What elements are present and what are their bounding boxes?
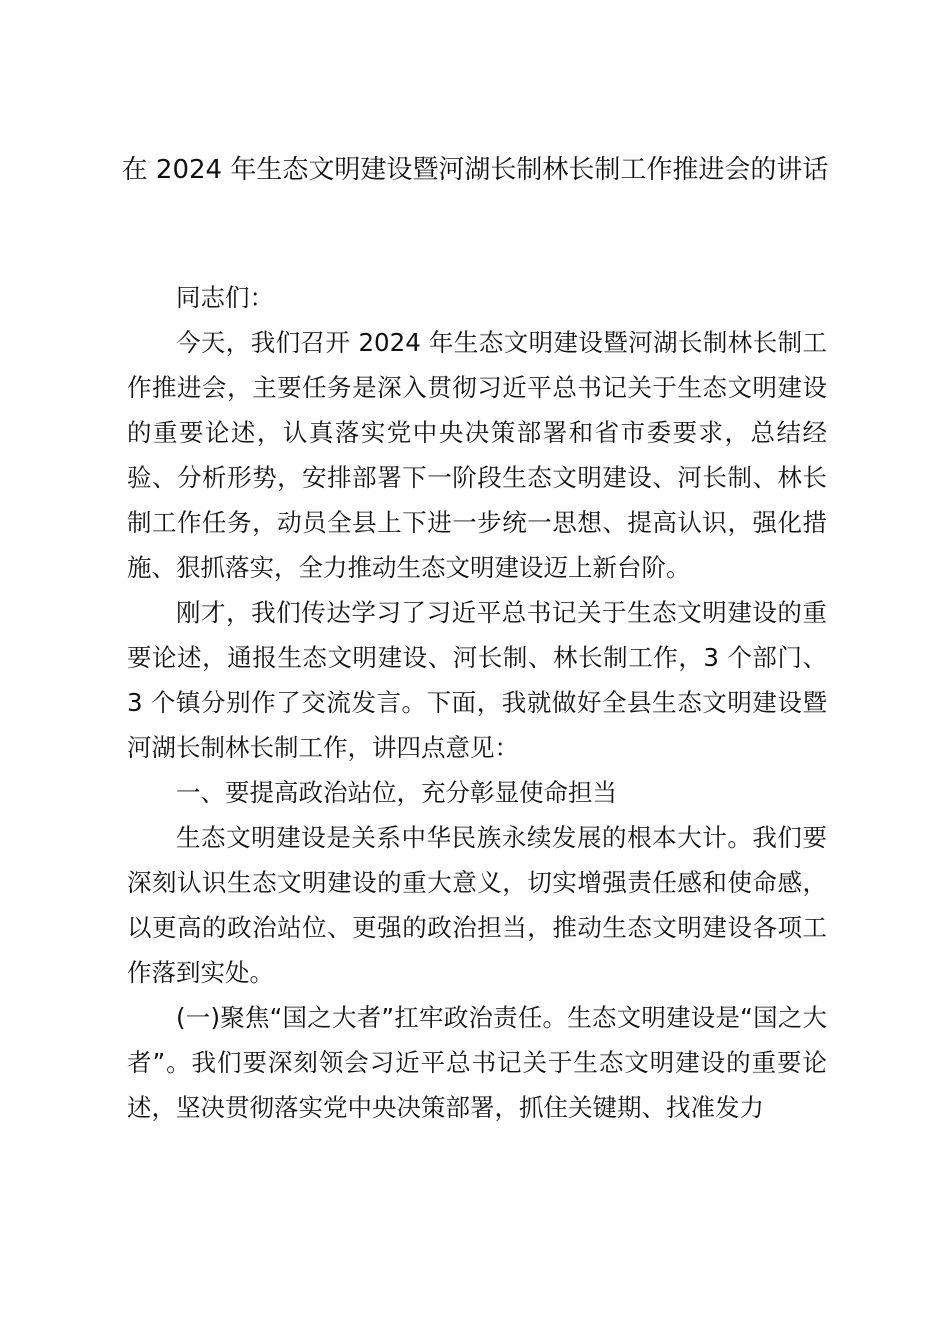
paragraph-summary: 刚才，我们传达学习了习近平总书记关于生态文明建设的重要论述，通报生态文明建设、河长制、林长制工作，3 个部门、3 个镇分别作了交流发言。下面，我就做好全县生态文明建设暨河湖长制林长制工作，讲四点意见： xyxy=(127,598,827,762)
paragraph-opening: 今天，我们召开 2024 年生态文明建设暨河湖长制林长制工作推进会，主要任务是深入贯彻习近平总书记关于生态文明建设的重要论述，认真落实党中央决策部署和省市委要求，总结经验、分析形势，安排部署下一阶段生态文明建设、河长制、林长制工作任务，动员全县上下进一步统一思想、提高认识，强化措施、狠抓落实，全力推动生态文明建设迈上新台阶。 xyxy=(127,328,827,582)
salutation: 同志们： xyxy=(176,283,274,312)
section-heading-1: 一、要提高政治站位，充分彰显使命担当 xyxy=(176,778,617,807)
document-body xyxy=(127,275,827,1130)
paragraph-subsection-1: (一)聚焦“国之大者”扛牢政治责任。生态文明建设是“国之大者”。我们要深刻领会习近平总书记关于生态文明建设的重要论述，坚决贯彻落实党中央决策部署，抓住关键期、找准发力 xyxy=(127,1003,827,1122)
document-title: 在 2024 年生态文明建设暨河湖长制林长制工作推进会的讲话 xyxy=(121,155,829,185)
paragraph-section-intro: 生态文明建设是关系中华民族永续发展的根本大计。我们要深刻认识生态文明建设的重大意义，切实增强责任感和使命感，以更高的政治站位、更强的政治担当，推动生态文明建设各项工作落到实处。 xyxy=(127,823,827,987)
